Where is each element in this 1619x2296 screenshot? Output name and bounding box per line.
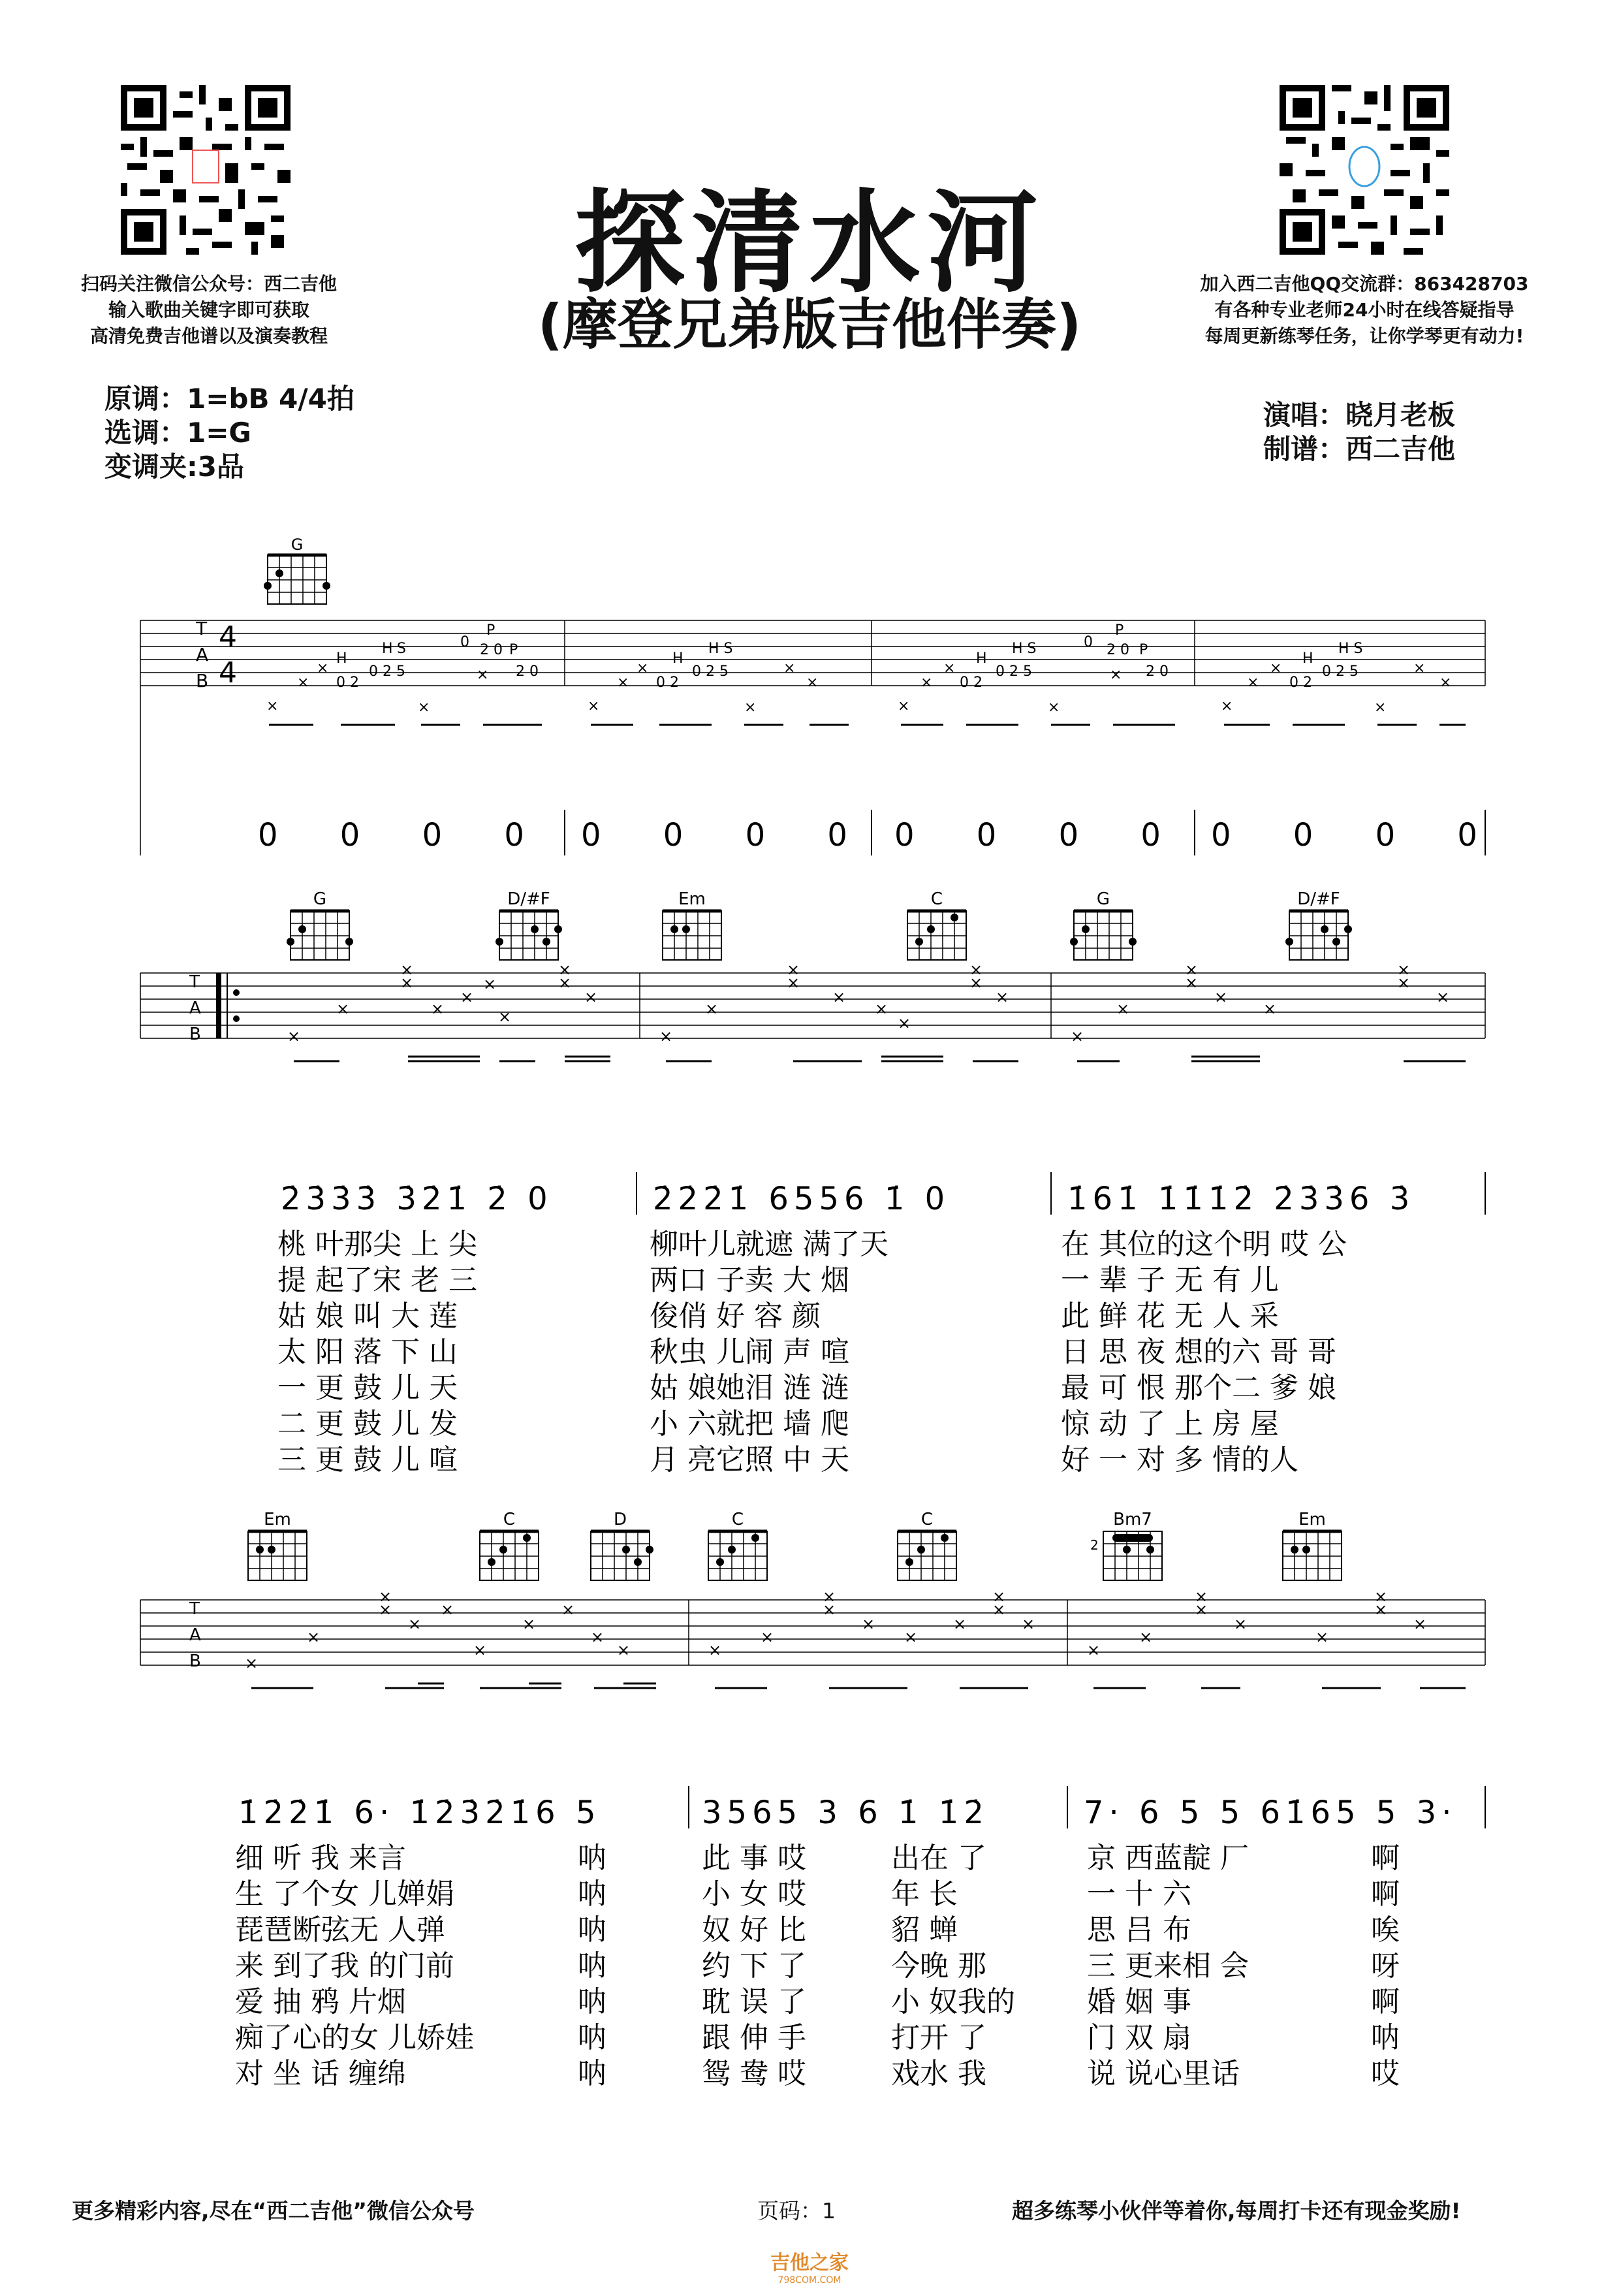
svg-text:×: × [460,988,474,1006]
chord-name: Em [1298,1510,1326,1529]
lyric-line: 呐 [1371,2021,1400,2054]
svg-text:×: × [1185,961,1199,979]
svg-text:×: × [1439,675,1452,691]
lyric-line: 桃 叶那尖 上 尖 [277,1228,477,1261]
svg-text:×: × [1374,1601,1388,1619]
section2-tab-system [0,875,1619,1071]
page-number: 页码：1 [757,2198,836,2224]
chord-diagram [1283,1510,1342,1580]
tab-letter: B [196,670,209,692]
chord-name: G [313,889,327,909]
left-promo-line: 高清免费吉他谱以及演奏教程 [89,325,328,347]
lyric-line: 呐 [578,1877,606,1911]
chord-diagram [907,889,966,960]
svg-text:×: × [1087,1641,1101,1659]
svg-text:×: × [996,988,1009,1006]
lyric-line: 打开 了 [891,2021,986,2054]
chord-name: C [731,1510,744,1529]
lyrics-block [277,1228,1347,1476]
lyric-line: 此 事 哎 [702,1842,806,1875]
lyric-line: 月 亮它照 中 天 [650,1443,849,1476]
lyric-line: 二 更 鼓 儿 发 [277,1407,458,1441]
svg-text:×: × [558,974,572,992]
chord-name: Bm7 [1113,1510,1152,1529]
right-promo-line: 每周更新练琴任务，让你学琴更有动力! [1204,325,1524,347]
lyric-line: 来 到了我 的门前 [235,1949,454,1983]
left-promo-line: 输入歌曲关键字即可获取 [108,299,309,321]
svg-text:×: × [336,1000,350,1018]
svg-text:×: × [637,660,649,677]
svg-text:×: × [761,1628,774,1646]
svg-text:×: × [1374,1587,1388,1606]
chord-name: D/#F [1297,889,1340,909]
right-promo-line: 加入西二吉他QQ交流群：863428703 [1200,273,1529,295]
tab-letter: T [196,618,208,639]
section3-jianpu-lyrics [0,1763,1619,2103]
lyric-line: 啊 [1371,1985,1400,2018]
chord-diagram [663,889,721,960]
svg-text:0 2 5: 0 2 5 [996,663,1032,680]
lyric-line: 耽 误 了 [702,1985,806,2018]
svg-text:×: × [1413,660,1426,677]
chord-name: G [1096,889,1110,909]
svg-text:×: × [1116,1000,1130,1018]
svg-text:×: × [588,698,600,714]
svg-text:0: 0 [460,634,469,650]
lyric-line: 一 十 六 [1087,1877,1191,1911]
tab-letter: A [189,1625,201,1645]
lyric-line: 姑 娘她泪 涟 涟 [650,1371,849,1405]
svg-text:×: × [522,1615,536,1633]
svg-text:×: × [920,675,933,691]
time-signature-bottom: 4 [219,656,237,690]
jianpu-measure: 1̇2̇2̇1̇ 6· 1̇2̇3̇2̇1̇6 5 [238,1794,601,1831]
jianpu-measure: 0 0 0 0 [894,817,1187,853]
svg-text:×: × [862,1615,875,1633]
lyric-line: 貂 蝉 [891,1913,958,1947]
svg-text:×: × [1195,1587,1208,1606]
lyric-line: 琵琶断弦无 人弹 [235,1913,445,1947]
lyric-line: 呐 [578,2021,606,2054]
capo: 变调夹:3品 [104,451,245,483]
chord-name: C [503,1510,516,1529]
svg-text:×: × [431,1000,445,1018]
svg-text:×: × [1374,699,1387,716]
svg-text:×: × [266,698,279,714]
lyric-line: 三 更来相 会 [1087,1949,1249,1983]
svg-text:2 0: 2 0 [1146,663,1169,680]
left-promo-line: 扫码关注微信公众号：西二吉他 [80,273,337,295]
tab-letter: A [196,644,209,665]
svg-text:×: × [561,1601,575,1619]
jianpu-measure: 1̇61̇ 1̇1̇1̇2̇ 2̇3̇3̇6 3̇ [1067,1181,1415,1217]
technique-mark: H [382,641,393,657]
svg-text:×: × [787,974,800,992]
chord-diagram [708,1510,767,1580]
chord-diagram-g [264,535,330,604]
svg-text:2 0: 2 0 [1107,642,1129,658]
lyric-line: 呐 [578,1985,606,2018]
lyric-line: 门 双 扇 [1087,2021,1191,2054]
lyric-line: 柳叶儿就遮 满了天 [650,1228,888,1261]
svg-text:×: × [617,675,629,691]
time-signature-top: 4 [219,620,237,654]
lyric-line: 思 吕 布 [1087,1913,1191,1947]
svg-text:×: × [1048,699,1060,716]
svg-text:×: × [705,1000,719,1018]
svg-text:0 2: 0 2 [656,675,679,691]
svg-text:×: × [400,961,414,979]
tab-letter: T [189,1599,200,1619]
jianpu-measure: 0 0 0 0 [581,817,873,853]
lyric-line: 小 奴我的 [891,1985,1015,2018]
tab-letter: A [189,998,201,1018]
jianpu-measure: 0 0 0 0 [258,817,550,853]
jianpu-measure: 3565 3 6 1̇ 1̇2̇ [702,1794,989,1831]
svg-text:×: × [617,1641,631,1659]
lyric-line: 三 更 鼓 儿 喧 [277,1443,458,1476]
svg-text:P: P [1115,622,1124,639]
svg-text:×: × [875,1000,888,1018]
lyric-line: 生 了个女 儿婵娟 [235,1877,454,1911]
lyric-line: 呐 [578,1842,606,1875]
svg-text:×: × [400,974,414,992]
lyric-line: 奴 好 比 [702,1913,806,1947]
lyric-line: 小 六就把 墙 爬 [650,1407,849,1441]
lyric-line: 一 更 鼓 儿 天 [277,1371,458,1405]
lyric-line: 啊 [1371,1842,1400,1875]
lyric-line: 俊俏 好 容 颜 [650,1299,821,1333]
svg-text:×: × [708,1641,722,1659]
lyric-line: 一 辈 子 无 有 儿 [1061,1264,1279,1297]
svg-text:×: × [287,1027,301,1045]
svg-text:×: × [823,1601,836,1619]
lyric-line: 提 起了宋 老 三 [277,1264,477,1297]
technique-mark: P [509,642,518,658]
intro-measure [1221,641,1451,716]
svg-text:×: × [1071,1027,1084,1045]
lyric-line: 哎 [1371,2057,1400,2090]
svg-text:0 2: 0 2 [1289,675,1312,691]
svg-text:×: × [477,667,489,683]
svg-text:×: × [558,961,572,979]
svg-text:P: P [1139,642,1148,658]
svg-text:0 2: 0 2 [960,675,982,691]
lyrics-block [235,1842,1400,2090]
lyric-line: 呐 [578,2057,606,2090]
svg-text:×: × [1110,667,1122,683]
svg-text:×: × [1397,974,1411,992]
svg-text:×: × [379,1587,392,1606]
svg-text:×: × [418,699,430,716]
lyric-line: 秋虫 儿闹 声 喧 [650,1335,849,1369]
lyric-line: 唉 [1371,1913,1400,1947]
svg-text:×: × [992,1601,1006,1619]
svg-text:×: × [245,1654,259,1672]
lyric-line: 细 听 我 来言 [235,1842,406,1875]
chord-diagram [480,1510,539,1580]
lyric-line: 出在 了 [891,1842,986,1875]
svg-text:×: × [832,988,846,1006]
technique-mark: P [486,622,495,639]
chord-diagram [287,889,353,960]
svg-text:×: × [1139,1628,1153,1646]
lyric-line: 说 说心里话 [1087,2057,1240,2090]
lyric-line: 姑 娘 叫 大 莲 [277,1299,458,1333]
lyric-line: 约 下 了 [702,1949,806,1983]
tab-letter: B [189,1025,201,1044]
svg-text:×: × [1263,1000,1277,1018]
tab-letter: B [189,1651,201,1671]
song-subtitle: (摩登兄弟版吉他伴奏) [537,293,1082,357]
svg-text:×: × [969,974,983,992]
svg-text:H: H [976,650,987,667]
svg-text:×: × [473,1641,487,1659]
svg-text:0 2 5: 0 2 5 [692,663,729,680]
tab-letter: T [189,972,200,992]
jianpu-measure: 7· 6 5 5 61̇65 5 3· [1084,1794,1457,1831]
svg-text:×: × [744,699,757,716]
lyric-line: 对 坐 话 缠绵 [235,2057,406,2090]
chord-diagram [1285,889,1352,960]
svg-text:0 2 5: 0 2 5 [1322,663,1359,680]
lyric-line: 呐 [578,1949,606,1983]
svg-text:×: × [1214,988,1228,1006]
lyric-line: 婚 姻 事 [1087,1985,1191,2018]
lyric-line: 小 女 哎 [702,1877,806,1911]
chord-diagram [1070,889,1137,960]
svg-text:2 0: 2 0 [516,663,539,680]
lyric-line: 跟 伸 手 [702,2021,806,2054]
svg-text:×: × [1270,660,1282,677]
chord-name: D/#F [507,889,550,909]
svg-text:×: × [823,1587,836,1606]
chord-diagram [248,1510,307,1580]
svg-text:×: × [1315,1628,1329,1646]
lyric-line: 鸳 鸯 哎 [702,2057,806,2090]
footer-right: 超多练琴小伙伴等着你,每周打卡还有现金奖励! [1012,2198,1461,2224]
footer-left: 更多精彩内容,尽在“西二吉他”微信公众号 [72,2198,475,2224]
svg-text:×: × [904,1628,918,1646]
credits [1263,398,1557,466]
chord-name: G [291,535,304,554]
chord-diagram [495,889,562,960]
svg-text:×: × [806,675,819,691]
singer: 演唱：晓月老板 [1263,399,1456,431]
lyric-line: 今晚 那 [891,1949,986,1983]
svg-text:0: 0 [1084,634,1093,650]
svg-text:H S: H S [1338,641,1363,657]
svg-text:×: × [379,1601,392,1619]
lyric-line: 好 一 对 多 情的人 [1061,1443,1298,1476]
svg-text:×: × [969,961,983,979]
svg-text:×: × [1413,1615,1427,1633]
lyric-line: 太 阳 落 下 山 [277,1335,458,1369]
svg-text:×: × [1247,675,1259,691]
svg-text:×: × [483,975,497,993]
lyric-line: 年 长 [891,1877,958,1911]
svg-text:×: × [898,698,910,714]
lyric-line: 两口 子卖 大 烟 [650,1264,849,1297]
key-info [104,382,561,484]
svg-text:0 2: 0 2 [336,675,359,691]
technique-mark: S [397,641,406,657]
intro-measure [898,622,1169,716]
svg-text:×: × [1221,698,1233,714]
watermark-sub: 798COM.COM [778,2275,841,2286]
chord-diagram [898,1510,956,1580]
svg-text:×: × [584,988,598,1006]
section3-tab-system [0,1495,1619,1704]
jianpu-measure: 0 0 0 0 [1211,817,1503,853]
intro-system [0,516,1619,855]
technique-mark: H [336,650,347,667]
svg-text:×: × [943,660,956,677]
lyric-line: 戏水 我 [891,2057,986,2090]
intro-measure [266,622,539,716]
lyric-line: 惊 动 了 上 房 屋 [1061,1407,1279,1441]
svg-text:×: × [783,660,796,677]
svg-text:×: × [591,1628,605,1646]
svg-text:×: × [659,1027,673,1045]
lyric-line: 此 鲜 花 无 人 采 [1061,1299,1279,1333]
chord-name: Em [678,889,706,909]
svg-text:×: × [1234,1615,1248,1633]
lyric-line: 啊 [1371,1877,1400,1911]
svg-text:×: × [307,1628,321,1646]
svg-text:×: × [1195,1601,1208,1619]
svg-text:×: × [787,961,800,979]
lyric-line: 呀 [1371,1949,1400,1983]
song-title: 探清水河 [574,179,1045,308]
right-promo-line: 有各种专业老师24小时在线答疑指导 [1214,299,1515,321]
chord-name: C [930,889,943,909]
svg-text:2 0: 2 0 [480,642,503,658]
svg-text:×: × [898,1014,911,1032]
svg-text:×: × [953,1615,967,1633]
jianpu-measure: 2̇2̇2̇1̇ 6556 1̇ 0 [653,1181,951,1217]
lyric-line: 日 思 夜 想的六 哥 哥 [1061,1335,1336,1369]
svg-text:×: × [317,660,329,677]
svg-text:H S: H S [708,641,733,657]
chord-name: C [920,1510,934,1529]
chord-diagram [591,1510,653,1580]
lyric-line: 呐 [578,1913,606,1947]
chord-diagram [1090,1510,1162,1580]
svg-text:×: × [992,1587,1006,1606]
lyric-line: 京 西蓝靛 厂 [1087,1842,1249,1875]
svg-text:×: × [408,1615,422,1633]
svg-text:H: H [1302,650,1313,667]
fret-number: 2 [1090,1537,1099,1553]
svg-text:×: × [1185,974,1199,992]
selected-key: 选调：1=G [104,417,251,449]
section2-jianpu-lyrics [0,1149,1619,1489]
svg-text:×: × [1436,988,1450,1006]
original-key: 原调：1=bB 4/4拍 [104,383,354,415]
svg-text:H: H [672,650,684,667]
intro-measure [588,641,818,716]
lyric-line: 爱 抽 鸦 片烟 [235,1985,406,2018]
svg-text:×: × [441,1601,454,1619]
chord-name: Em [264,1510,291,1529]
watermark [761,2246,858,2286]
svg-text:×: × [1397,961,1411,979]
lyric-line: 在 其位的这个明 哎 公 [1061,1228,1347,1261]
watermark-text: 吉他之家 [770,2252,849,2274]
svg-text:×: × [498,1008,512,1026]
arranger: 制谱：西二吉他 [1263,433,1456,465]
svg-text:H S: H S [1012,641,1037,657]
lyric-line: 最 可 恨 那个二 爹 娘 [1061,1371,1336,1405]
jianpu-measure: 2̇3̇3̇3̇ 3̇2̇1̇ 2̇ 0 [281,1181,553,1217]
lyric-line: 痴了心的女 儿娇娃 [235,2021,474,2054]
svg-text:×: × [297,675,309,691]
chord-name: D [613,1510,627,1529]
svg-text:×: × [1022,1615,1035,1633]
svg-text:0 2 5: 0 2 5 [369,663,405,680]
